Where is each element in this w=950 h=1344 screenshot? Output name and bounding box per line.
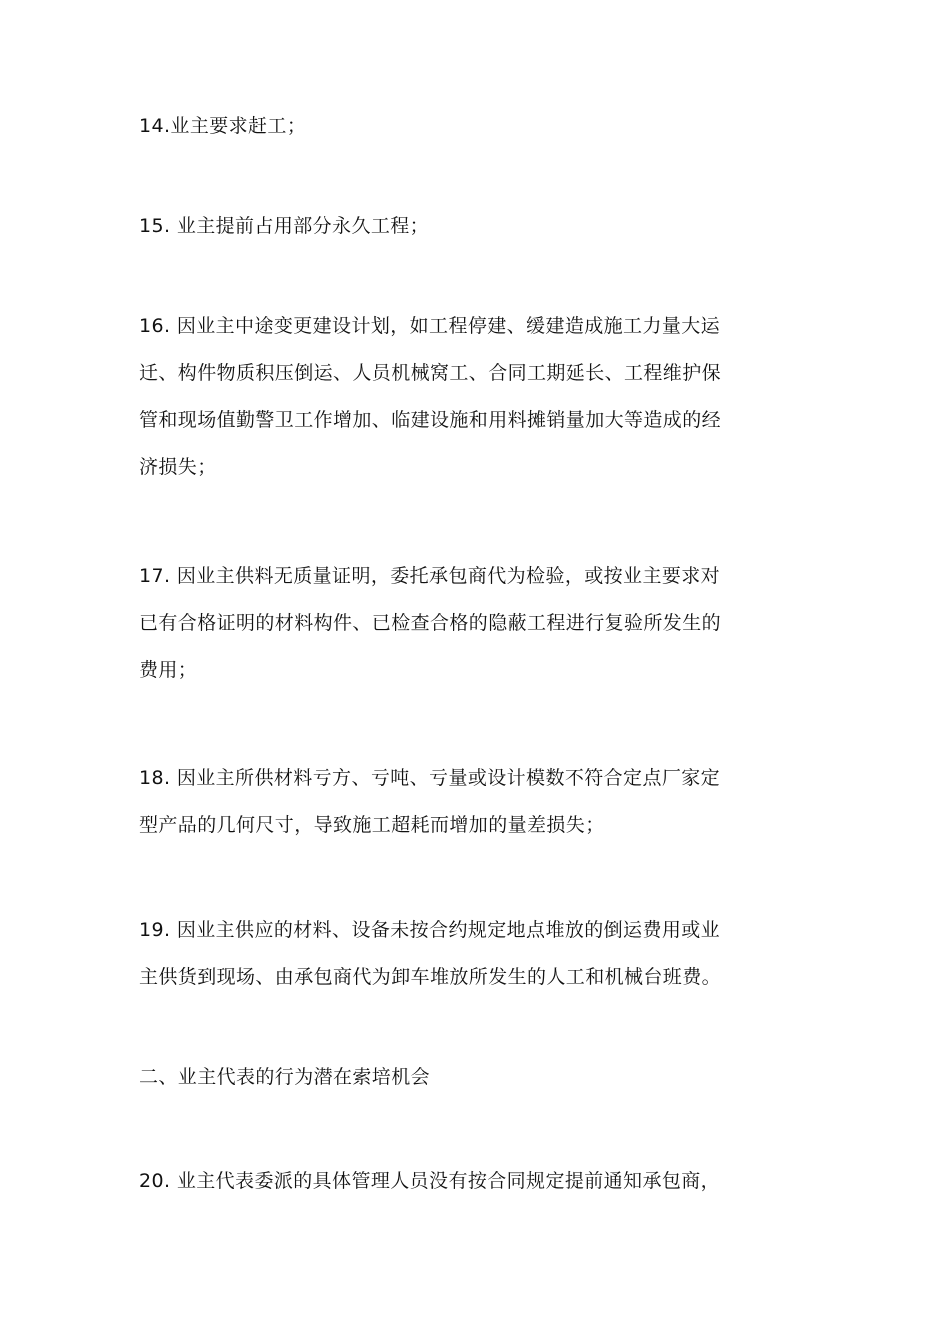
text-line: 二、业主代表的行为潜在索培机会 xyxy=(139,1066,431,1088)
paragraph-item-17 xyxy=(139,557,819,689)
text-line: 18. 因业主所供材料亏方、亏吨、亏量或设计模数不符合定点厂家定 xyxy=(139,767,721,789)
text-line: 14.业主要求赶工； xyxy=(139,115,307,137)
section-heading xyxy=(139,1058,819,1096)
text-line: 19. 因业主供应的材料、设备未按合约规定地点堆放的倒运费用或业 xyxy=(139,919,721,941)
text-line: 管和现场值勤警卫工作增加、临建设施和用料摊销量加大等造成的经 xyxy=(139,409,722,431)
text-line: 16. 因业主中途变更建设计划，如工程停建、缓建造成施工力量大运 xyxy=(139,315,721,337)
paragraph-item-14 xyxy=(139,107,819,145)
text-line: 已有合格证明的材料构件、已检查合格的隐蔽工程进行复验所发生的 xyxy=(139,612,722,634)
text-line: 费用； xyxy=(139,659,198,681)
text-line: 15. 业主提前占用部分永久工程； xyxy=(139,215,430,237)
paragraph-item-15 xyxy=(139,207,819,245)
text-line: 主供货到现场、由承包商代为卸车堆放所发生的人工和机械台班费。 xyxy=(139,966,722,988)
text-line: 迁、构件物质积压倒运、人员机械窝工、合同工期延长、工程维护保 xyxy=(139,362,722,384)
paragraph-item-19 xyxy=(139,911,819,996)
text-line: 型产品的几何尺寸，导致施工超耗而增加的量差损失； xyxy=(139,814,605,836)
paragraph-item-16 xyxy=(139,307,819,486)
text-line: 济损失； xyxy=(139,456,217,478)
text-line: 20. 业主代表委派的具体管理人员没有按合同规定提前通知承包商， xyxy=(139,1170,721,1192)
paragraph-item-20 xyxy=(139,1162,819,1200)
text-line: 17. 因业主供料无质量证明，委托承包商代为检验，或按业主要求对 xyxy=(139,565,721,587)
paragraph-item-18 xyxy=(139,759,819,844)
